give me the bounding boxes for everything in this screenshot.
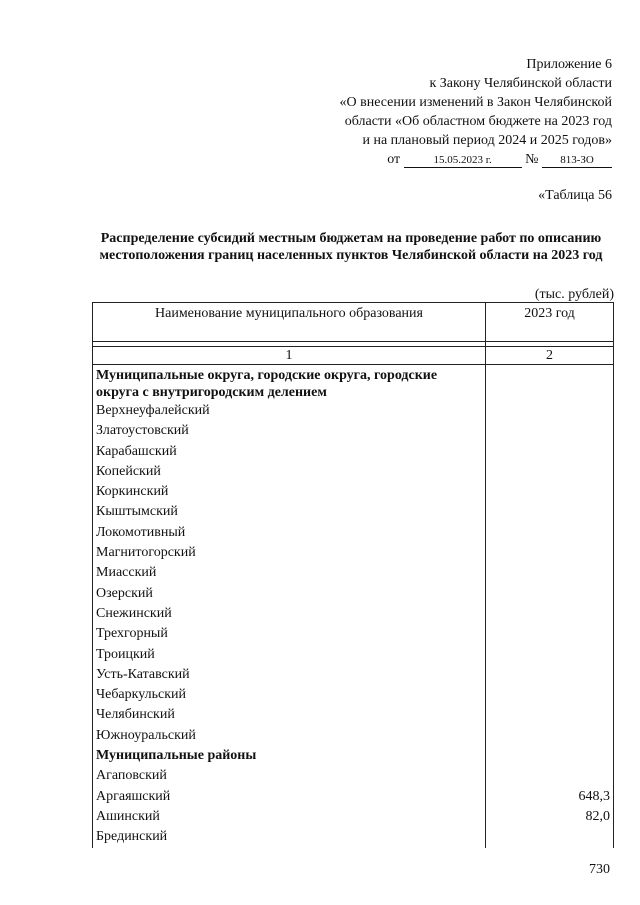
appendix-line: к Закону Челябинской области [429,76,612,91]
date-prefix: от [387,152,401,167]
table-row [93,401,614,421]
municipality-name: Миасский [93,563,486,583]
subsidy-value [486,462,614,482]
table-row [93,523,614,543]
municipality-name: Усть-Катавский [93,665,486,685]
table-number: «Таблица 56 [538,188,612,203]
subsidy-value: 82,0 [486,807,614,827]
subsidy-value [486,665,614,685]
col-header-year: 2023 год [486,303,614,342]
date-value: 15.05.2023 г. [404,153,522,168]
col-number-2: 2 [486,347,614,365]
municipality-name: Трехгорный [93,624,486,644]
table-row [93,421,614,441]
municipality-name: Копейский [93,462,486,482]
municipality-name: Ашинский [93,807,486,827]
municipality-name: Магнитогорский [93,543,486,563]
table-row [93,645,614,665]
municipality-name: Челябинский [93,705,486,725]
table-row [93,462,614,482]
number-value: 813-ЗО [542,153,612,168]
subsidy-table [92,302,614,848]
table-row [93,665,614,685]
municipality-name: Агаповский [93,766,486,786]
law-date-number [282,150,612,169]
subsidy-value [486,624,614,644]
subsidy-value [486,502,614,522]
group-header-row [93,365,614,402]
group-header-row [93,746,614,766]
subsidy-value [486,563,614,583]
table-row [93,787,614,807]
page-number: 730 [589,862,610,877]
document-title: Распределение субсидий местным бюджетам на проведение работ по описанию местоположения границ населенных пунктов Челябинской области на 2023 год [99,231,603,263]
table-row [93,442,614,462]
table-row [93,705,614,725]
appendix-line: «О внесении изменений в Закон Челябинской [339,95,612,110]
subsidy-value [486,604,614,624]
municipality-name: Кыштымский [93,502,486,522]
appendix-line: и на плановый период 2024 и 2025 годов» [362,133,612,148]
subsidy-value [486,645,614,665]
municipality-name: Снежинский [93,604,486,624]
table-row [93,563,614,583]
column-number-row [93,347,614,365]
number-prefix: № [525,152,539,167]
municipality-name: Троицкий [93,645,486,665]
group-header: Муниципальные районы [93,746,486,766]
municipality-name: Коркинский [93,482,486,502]
subsidy-value [486,685,614,705]
group-header: Муниципальные округа, городские округа, городские округа с внутригородским делением [93,365,486,402]
subsidy-value [486,766,614,786]
subsidy-value [486,726,614,746]
table-row [93,502,614,522]
municipality-name: Озерский [93,584,486,604]
subsidy-value [486,442,614,462]
subsidy-value [486,421,614,441]
municipality-name: Аргаяшский [93,787,486,807]
municipality-name: Южноуральский [93,726,486,746]
subsidy-value [486,401,614,421]
table-row [93,827,614,847]
appendix-line: области «Об областном бюджете на 2023 год [344,114,612,129]
appendix-line: Приложение 6 [526,57,612,72]
table-row [93,726,614,746]
subsidy-value [486,523,614,543]
table-row [93,624,614,644]
municipality-name: Карабашский [93,442,486,462]
table-row [93,584,614,604]
table-row [93,543,614,563]
units-label: (тыс. рублей) [534,287,614,302]
table-header-row [93,303,614,342]
col-header-name: Наименование муниципального образования [93,303,486,342]
subsidy-value [486,482,614,502]
municipality-name: Брединский [93,827,486,847]
table-row [93,604,614,624]
subsidy-value [486,705,614,725]
municipality-name: Локомотивный [93,523,486,543]
municipality-name: Чебаркульский [93,685,486,705]
subsidy-value: 648,3 [486,787,614,807]
municipality-name: Златоустовский [93,421,486,441]
table-row [93,766,614,786]
col-number-1: 1 [93,347,486,365]
subsidy-value [486,543,614,563]
municipality-name: Верхнеуфалейский [93,401,486,421]
table-row [93,807,614,827]
appendix-header [282,55,612,169]
table-row [93,482,614,502]
subsidy-value [486,827,614,847]
subsidy-value [486,584,614,604]
table-row [93,685,614,705]
